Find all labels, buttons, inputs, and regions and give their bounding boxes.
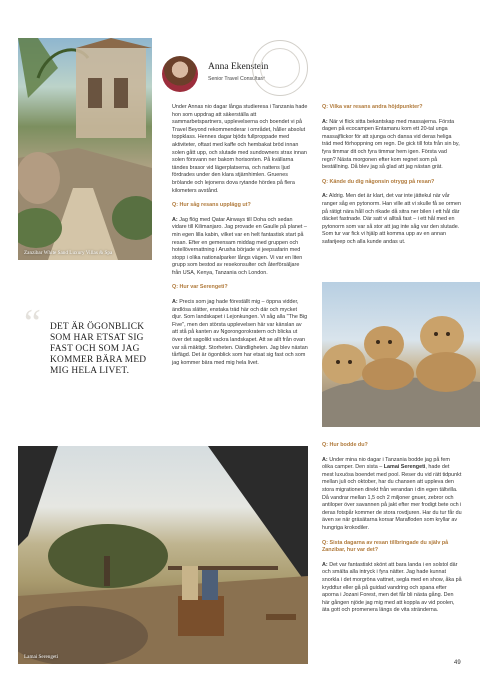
zanzibar-photo [18, 38, 152, 260]
serengeti-illustration [18, 446, 308, 664]
intro-paragraph: Under Annas nio dagar långa studieresa i Tanzania hade hon som uppdrag att säkerställa att sammarbetspartners, upplevelserna och boendet vi på Travel Beyond rekommenderar i området, håller absolut toppklass. Hennes dagar bjöds fullproppade med aktiviteter, oftast med kaffe och hembakat bröd innan solen gått upp, och slutade med sundowners strax innan solen försvann ner bakom horisonten. På kvällarna tändes brasor vid lägerplatserna, och nattens ljud fördrades under den klara stjärnhimlen. Gruenes brölande och lejonens dova rytande hördes på flera kilometers avstånd. [172, 104, 308, 194]
answer: A: Precis som jag hade föreställt mig – öppna vidder, ändlösa slätter, enstaka träd här och där och mycket djur. Som landskapet i Lejonkungen. Vi såg alla "The Big Five", men den största upplevelsen här var känslan av att stå på kanten av Ngorongorokratern och blicka ut över det sagolikt vackra landskapet. Att se allt från ovan var så mäktigt. Storheten. Oändligheten. Jag blev nästan tårfägd. Det är ögonblick som har etsat sig fast och som jag kommer bära med mig hela livet. [172, 299, 308, 366]
qa-block [322, 104, 462, 172]
qa-block [322, 179, 462, 247]
author-avatar [162, 56, 198, 92]
question: Q: Hur såg resans upplägg ut? [172, 202, 251, 209]
question: Q: Kände du dig någonsin otrygg på resan? [322, 178, 435, 185]
serengeti-caption: Lamai Serengeti [24, 654, 59, 660]
lion-cubs-illustration [322, 282, 480, 427]
question: Q: Sista dagarna av resan tillbringade du själv på Zanzibar, hur var det? [322, 539, 449, 554]
seal-logo-icon [252, 40, 308, 96]
answer: A: Det var fantastiskt skönt att bara landa i en solstol där och smälta alla intryck i fyra nätter. Jag hade kunnat snorkla i det morgröna vattnet, segla med en show, åka på kryddtur eller gå på guidad vandring och spana efter aporna i Jozani Forest, men det får bli nästa gång. Den här gången njöde jag mig med att koppla av vid poolen, äta gott och promenera längs de vita stränderna. [322, 561, 462, 614]
answer: A: När vi flick sitta bekantskap med massajerna. Första dagen på ecocampen Entamanu kom ett 20-tal unga massajflickor för att sjunga och dansa vid deras heliga träd med förhoppning om regn. De gick till fots från sin by, fyra timmar dit och fyra timmar hem igen. Första vad regn? Nästa morgonen efter kom regnet som på beställning. Då blev jag så glad att jag nästan grät. [322, 118, 460, 171]
question: Q: Hur bodde du? [322, 442, 368, 448]
answer: A: Under mina nio dagar i Tanzania bodde jag på fem olika camper. Den sista – Lamai Serengeti, hade det mest luxuösa boendet med pool. Reser du vid rätt tidpunkt mellan juli och oktober, har du chansen att uppleva den stora migrationen direkt från verandan i din egen tältvilla. Då vandrar mellan 1,5 och 2 miljoner gnuer, zebror och antiloper över savannen på jakt efter mer frodigt bete och i deras fotspår kommer de stora rovdjuren. Har du tur får du även se när gräsätarna korsar Marafloden som kryllar av hungriga krokodiler. [322, 456, 462, 531]
quote-mark-icon: “ [24, 302, 41, 344]
question: Q: Hur var Serengeti? [172, 284, 228, 291]
question: Q: Vilka var resans andra höjdpunkter? [322, 104, 423, 110]
pull-quote: DET ÄR ÖGONBLICK SOM HAR ETSAT SIG FAST OCH SOM JAG KOMMER BÄRA MED MIG HELA LIVET. [50, 322, 147, 376]
lion-cubs-photo [322, 282, 480, 427]
zanzibar-caption: Zanzibar White Sand Luxury Villas & Spa [24, 250, 113, 256]
right-column-top [322, 104, 462, 254]
answer: A: Aldrig. Men det är klart, det var inte jättekul när vår ranger såg en pytonorm. Han ville att vi skulle få se ormen på rätigt nära håll och rikade då sitra ner bilen i ett hål där däcket fastnade. Där satt vi alltså fast – i ett hål med en pytonorm som var så stor att jag inte såg var den slutade. Som tur var fick vi hjälp att komma upp av en annan safarijeep och alla kunde andas ut. [322, 193, 462, 245]
qa-block [322, 540, 462, 615]
author-name: Anna Ekenstein [208, 62, 269, 72]
qa-block [322, 442, 462, 533]
middle-column [172, 104, 308, 374]
zanzibar-illustration [18, 38, 152, 260]
qa-block [172, 284, 308, 367]
serengeti-photo [18, 446, 308, 664]
right-column-bottom [322, 442, 462, 622]
page-number: 49 [454, 660, 461, 666]
qa-block [172, 202, 308, 277]
author-role: Senior Travel Consultant [208, 76, 265, 82]
answer: A: Jag flög med Qatar Airways till Doha och sedan vidare till Kilimanjaro. Jag provade en Gaulle på planet – min egen lilla kabin, vilket var en helt fantastisk start på resan. Efter en gemensam middag med gruppen och hotellövernattning i Arusha började vi jeepsafarin med stopp i olika nationalparker långs vägen. Vi var en liten grupp som bestod av resekonsulter och återförsäljare från USA, Kenya, Tanzania och London. [172, 216, 307, 276]
